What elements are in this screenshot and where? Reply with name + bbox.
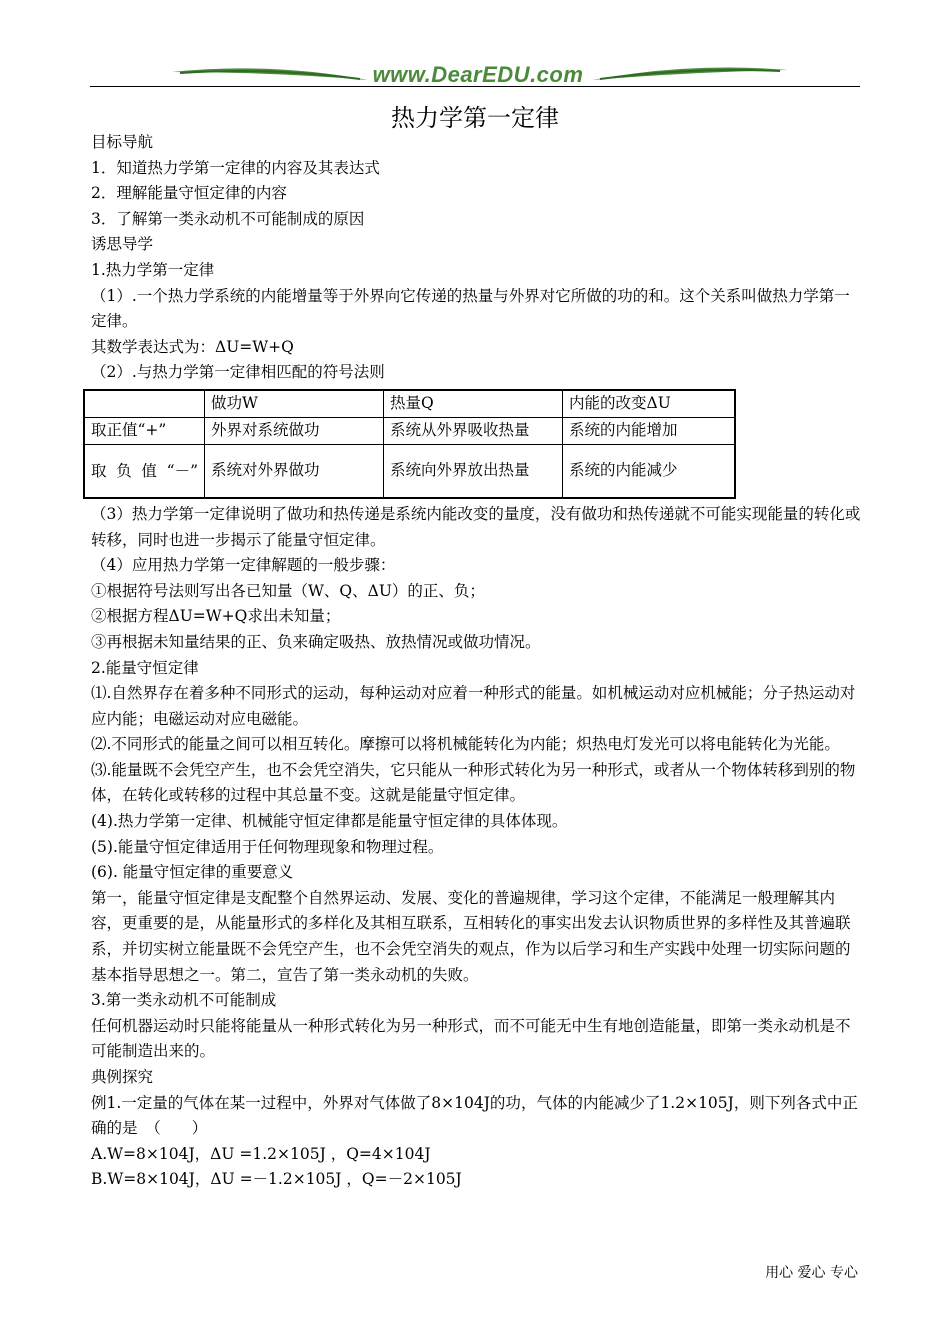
document-title: 热力学第一定律 <box>391 104 559 132</box>
left-swoosh-decoration <box>170 58 370 88</box>
paragraph: ⑴.自然界存在着多种不同形式的运动，每种运动对应着一种形式的能量。如机械运动对应机械能；分子热运动对应内能；电磁运动对应电磁能。 <box>91 684 856 728</box>
table-cell: 做功W <box>205 390 384 418</box>
paragraph: A.W=8×104J，ΔU =1.2×105J ，Q=4×104J <box>91 1144 431 1163</box>
paragraph: (6). 能量守恒定律的重要意义 <box>91 863 294 882</box>
table-cell: 系统的内能增加 <box>563 417 736 444</box>
table-cell <box>84 444 205 498</box>
paragraph: B.W=8×104J，ΔU =－1.2×105J ，Q=－2×105J <box>91 1170 462 1189</box>
paragraph: 3．了解第一类永动机不可能制成的原因 <box>91 209 365 228</box>
paragraph: 诱思导学 <box>91 235 154 254</box>
table-cell: 系统向外界放出热量 <box>384 444 563 498</box>
document-body <box>91 130 861 1193</box>
sign-convention-table <box>83 389 736 499</box>
right-swoosh-decoration <box>590 58 790 88</box>
paragraph: （2）.与热力学第一定律相匹配的符号法则 <box>91 363 385 382</box>
table-cell: 外界对系统做功 <box>205 417 384 444</box>
paragraph: ②根据方程ΔU=W+Q求出未知量； <box>91 607 341 626</box>
table-cell: 取正值“+” <box>84 417 205 444</box>
paragraph: ⑵.不同形式的能量之间可以相互转化。摩擦可以将机械能转化为内能；炽热电灯发光可以将电能转化为光能。 <box>91 735 840 754</box>
site-logo-text: www.DearEDU.com <box>372 62 584 87</box>
paragraph: 目标导航 <box>91 133 154 151</box>
paragraph: （1）.一个热力学系统的内能增量等于外界向它传递的热量与外界对它所做的功的和。这个关系叫做热力学第一定律。 <box>91 286 850 331</box>
paragraph: 2.能量守恒定律 <box>91 658 199 677</box>
table-cell: 系统的内能减少 <box>563 444 736 498</box>
table-cell: 系统对外界做功 <box>205 444 384 498</box>
paragraph: 1．知道热力学第一定律的内容及其表达式 <box>91 158 380 177</box>
paragraph: 3.第一类永动机不可能制成 <box>91 991 277 1010</box>
paragraph: ③再根据未知量结果的正、负来确定吸热、放热情况或做功情况。 <box>91 632 541 651</box>
paragraph: （4）应用热力学第一定律解题的一般步骤： <box>91 556 396 575</box>
paragraph: 1.热力学第一定律 <box>91 260 215 279</box>
paragraph: （3）热力学第一定律说明了做功和热传递是系统内能改变的量度，没有做功和热传递就不可能实现能量的转化或转移，同时也进一步揭示了能量守恒定律。 <box>91 504 861 549</box>
table-row <box>84 417 735 444</box>
paragraph: ⑶.能量既不会凭空产生，也不会凭空消失，它只能从一种形式转化为另一种形式，或者从一个物体转移到别的物体，在转化或转移的过程中其总量不变。这就是能量守恒定律。 <box>91 760 856 805</box>
paragraph: 第一，能量守恒定律是支配整个自然界运动、发展、变化的普遍规律，学习这个定律，不能满足一般理解其内容，更重要的是，从能量形式的多样化及其相互联系，互相转化的事实出发去认识物质世界的多样性及其普遍联系，并切实树立能量既不会凭空产生，也不会凭空消失的观点，作为以后学习和生产实践中处理一切实际问题的基本指导思想之一。第二，宣告了第一类永动机的失败。 <box>91 888 851 984</box>
table-cell <box>84 390 205 418</box>
table-header-row <box>84 390 735 418</box>
page-footer: 用心 爱心 专心 <box>765 1265 858 1281</box>
paragraph: 2．理解能量守恒定律的内容 <box>91 184 287 203</box>
paragraph: 典例探究 <box>91 1068 154 1086</box>
header-rule <box>90 86 860 87</box>
table-row <box>84 444 735 498</box>
paragraph: 任何机器运动时只能将能量从一种形式转化为另一种形式，而不可能无中生有地创造能量，即第一类永动机是不可能制造出来的。 <box>91 1016 851 1061</box>
paragraph: 例1.一定量的气体在某一过程中，外界对气体做了8×104J的功，气体的内能减少了1.2×105J，则下列各式中正确的是 （ ） <box>91 1093 858 1138</box>
paragraph: 其数学表达式为：ΔU=W+Q <box>91 337 294 356</box>
table-cell: 内能的改变ΔU <box>563 390 736 418</box>
paragraph: ①根据符号法则写出各已知量（W、Q、ΔU）的正、负； <box>91 581 485 600</box>
paragraph: (4).热力学第一定律、机械能守恒定律都是能量守恒定律的具体体现。 <box>91 812 568 831</box>
page-header <box>90 58 860 92</box>
table-cell-text: 取负值“－” <box>91 461 198 480</box>
paragraph: (5).能量守恒定律适用于任何物理现象和物理过程。 <box>91 837 444 856</box>
table-cell: 系统从外界吸收热量 <box>384 417 563 444</box>
table-cell: 热量Q <box>384 390 563 418</box>
